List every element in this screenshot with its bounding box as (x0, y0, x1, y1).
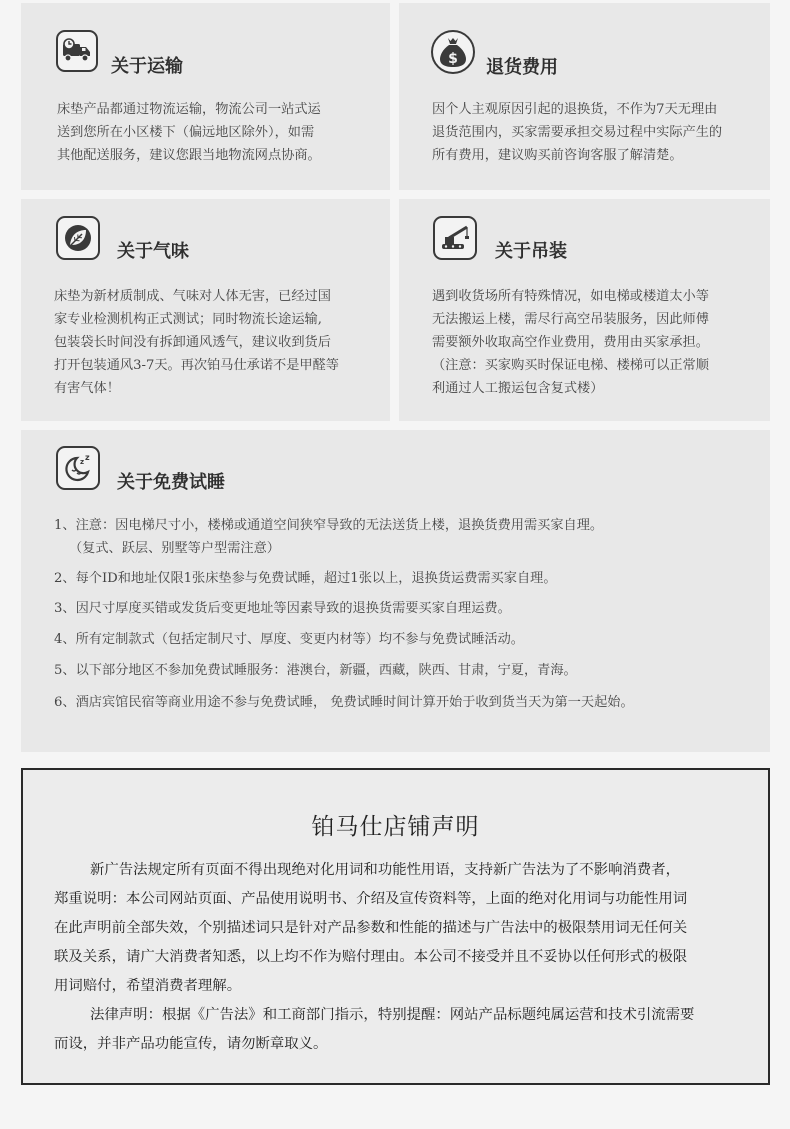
trial-card (21, 430, 770, 752)
text-line: 包装袋长时间没有拆卸通风透气，建议收到货后 (54, 335, 331, 350)
text-line: 打开包装通风3-7天。再次铂马仕承诺不是甲醛等 (54, 358, 339, 373)
odor-card (21, 199, 390, 421)
list-item: （复式、跃层、别墅等户型需注意） (69, 541, 280, 556)
text-line: 遇到收货场所有特殊情况，如电梯或楼道太小等 (432, 289, 709, 304)
list-item: 3、因尺寸厚度买错或发货后变更地址等因素导致的退换货需要买家自理运费。 (54, 601, 511, 616)
truck-icon (56, 30, 98, 72)
hoist-card (399, 199, 770, 421)
statement-body (54, 856, 744, 1059)
list-item: 4、所有定制款式（包括定制尺寸、厚度、变更内材等）均不参与免费试睡活动。 (54, 632, 524, 647)
statement-line: 而设，并非产品功能宣传，请勿断章取义。 (54, 1036, 328, 1052)
returns-title: 退货费用 (486, 57, 558, 78)
list-item: 1、注意：因电梯尺寸小，楼梯或通道空间狭窄导致的无法送货上楼，退换货费用需买家自理。 (54, 518, 604, 533)
statement-line: 法律声明：根据《广告法》和工商部门指示，特别提醒：网站产品标题纯属运营和技术引流需要 (90, 1007, 695, 1023)
odor-text (54, 285, 339, 400)
statement-line: 用词赔付，希望消费者理解。 (54, 978, 242, 994)
text-line: 送到您所在小区楼下（偏远地区除外），如需 (57, 125, 315, 140)
leaf-icon (56, 216, 100, 260)
text-line: 退货范围内，买家需要承担交易过程中实际产生的 (432, 125, 723, 140)
trial-title: 关于免费试睡 (117, 472, 225, 493)
list-item: 5、以下部分地区不参加免费试睡服务：港澳台，新疆，西藏，陕西、甘肃，宁夏，青海。 (54, 663, 577, 678)
text-line: 其他配送服务，建议您跟当地物流网点协商。 (57, 148, 321, 163)
text-line: （注意：买家购买时保证电梯、楼梯可以正常顺 (432, 358, 709, 373)
text-line: 利通过人工搬运包含复式楼） (432, 381, 604, 396)
text-line: 床垫为新材质制成、气味对人体无害，已经过国 (54, 289, 331, 304)
text-line: 因个人主观原因引起的退换货，不作为7天无理由 (432, 102, 718, 117)
text-line: 所有费用，建议购买前咨询客服了解清楚。 (432, 148, 683, 163)
hoist-title: 关于吊装 (495, 241, 567, 262)
list-item: 2、每个ID和地址仅限1张床垫参与免费试睡，超过1张以上，退换货运费需买家自理。 (54, 571, 557, 586)
statement-title: 铂马仕店铺声明 (311, 814, 480, 840)
text-line: 无法搬运上楼，需尽行高空吊装服务，因此师傅 (432, 312, 709, 327)
hoist-text (432, 285, 709, 400)
sleep-moon-icon (56, 446, 100, 490)
text-line: 床垫产品都通过物流运输，物流公司一站式运 (57, 102, 321, 117)
statement-line: 在此声明前全部失效，个别描述词只是针对产品参数和性能的描述与广告法中的极限禁用词无任何关 (54, 920, 688, 936)
svg-text:z: z (85, 453, 90, 462)
odor-title: 关于气味 (117, 241, 189, 262)
shipping-text (57, 98, 321, 167)
shipping-title: 关于运输 (111, 56, 183, 77)
text-line: 需要额外收取高空作业费用，费用由买家承担。 (432, 335, 709, 350)
statement-line: 郑重说明：本公司网站页面、产品使用说明书、介绍及宣传资料等，上面的绝对化用词与功能性用词 (54, 891, 688, 907)
svg-text:z: z (80, 458, 85, 466)
store-statement (21, 768, 770, 1085)
statement-line: 联及关系，请广大消费者知悉，以上均不作为赔付理由。本公司不接受并且不妥协以任何形式的极限 (54, 949, 688, 965)
crane-icon (433, 216, 477, 260)
text-line: 有害气体！ (54, 381, 120, 396)
returns-card (399, 3, 770, 190)
svg-text:$: $ (448, 51, 458, 67)
money-bag-icon (431, 30, 475, 74)
text-line: 家专业检测机构正式测试；同时物流长途运输, (54, 312, 322, 327)
shipping-card (21, 3, 390, 190)
statement-line: 新广告法规定所有页面不得出现绝对化用词和功能性用语，支持新广告法为了不影响消费者， (90, 862, 681, 878)
list-item: 6、酒店宾馆民宿等商业用途不参与免费试睡， 免费试睡时间计算开始于收到货当天为第一天起始。 (54, 695, 634, 710)
returns-text (432, 98, 722, 167)
